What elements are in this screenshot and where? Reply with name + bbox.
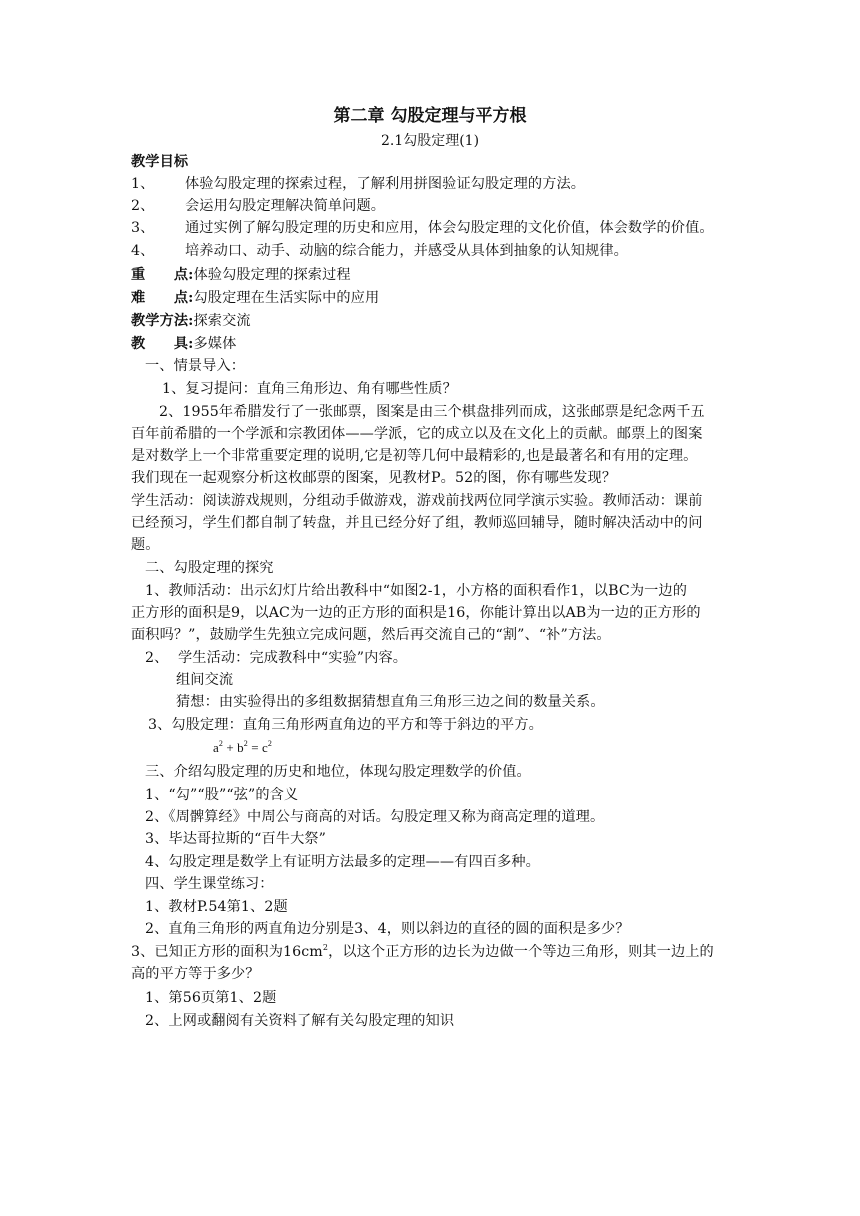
exercise-2: 2、直角三角形的两直角边分别是3、4，则以斜边的直径的圆的面积是多少？ — [145, 921, 630, 937]
method-text: 探索交流 — [193, 313, 251, 329]
pythagorean-formula: $a^2 + b^2 = c^2$ — [213, 739, 272, 755]
section-1-item-2-line-3: 是对数学上一个非常重要定理的说明,它是初等几何中最精彩的,也是最著名和有用的定理。 — [131, 448, 698, 464]
key-point-row — [131, 265, 351, 285]
chapter-title: 第二章 勾股定理与平方根 — [333, 106, 527, 126]
section-2-item-1-line-3: 面积吗？”，鼓励学生先独立完成问题，然后再交流自己的“割”、“补”方法。 — [131, 627, 611, 643]
section-2-item-1-line-2: 正方形的面积是9，以AC为一边的正方形的面积是16，你能计算出以AB为一边的正方形的 — [131, 605, 701, 621]
section-subtitle: 2.1勾股定理(1) — [380, 133, 480, 149]
objective-3-num: 3、 — [131, 220, 155, 236]
tools-label: 教 具: — [131, 336, 194, 352]
section-1-item-1: 1、复习提问：直角三角形边、角有哪些性质？ — [162, 381, 457, 397]
section-3-item-1: 1、“勾”“股”“弦”的含义 — [145, 787, 299, 803]
key-point-text: 体验勾股定理的探索过程 — [193, 267, 351, 283]
section-1-item-2-line-1: 2、1955年希腊发行了一张邮票，图案是由三个棋盘排列而成，这张邮票是纪念两千五 — [159, 404, 705, 420]
tools-row — [131, 334, 236, 354]
activity-line-2: 已经预习，学生们都自制了转盘，并且已经分好了组，教师巡回辅导，随时解决活动中的问 — [131, 515, 703, 531]
homework-1: 1、第56页第1、2题 — [145, 990, 277, 1006]
objective-3-text: 通过实例了解勾股定理的历史和应用，体会勾股定理的文化价值，体会数学的价值。 — [185, 220, 714, 236]
objective-4-num: 4、 — [131, 243, 155, 259]
method-row — [131, 311, 251, 331]
objective-2-text: 会运用勾股定理解决简单问题。 — [185, 198, 386, 214]
exercise-3-line-1: 3、已知正方形的面积为$16cm^2$，以这个正方形的边长为边做一个等边三角形，则其一边上的 — [131, 943, 714, 960]
method-label: 教学方法: — [131, 313, 194, 329]
section-1-item-2-line-2: 百年前希腊的一个学派和宗教团体——学派，它的成立以及在文化上的贡献。邮票上的图案 — [131, 426, 703, 442]
section-2-item-2-num: 2、 — [145, 650, 169, 666]
difficulty-row — [131, 288, 379, 308]
tools-text: 多媒体 — [193, 336, 237, 352]
section-2-item-2-text: 学生活动：完成教科中“实验”内容。 — [178, 650, 408, 666]
section-3-heading: 三、介绍勾股定理的历史和地位，体现勾股定理数学的价值。 — [145, 764, 531, 780]
section-1-heading: 一、情景导入： — [145, 358, 246, 374]
section-3-item-2: 2、《周髀算经》中周公与商高的对话。勾股定理又称为商高定理的道理。 — [145, 809, 605, 825]
section-4-heading: 四、学生课堂练习： — [145, 876, 274, 892]
objectives-heading: 教学目标 — [131, 154, 189, 170]
pythagorean-theorem-statement: 3、勾股定理：直角三角形两直角边的平方和等于斜边的平方。 — [148, 717, 543, 733]
section-1-item-2-line-4: 我们现在一起观察分析这枚邮票的图案，见教材P。52的图，你有哪些发现？ — [131, 470, 617, 486]
exercise-1: 1、教材P.54第1、2题 — [145, 899, 288, 915]
homework-2: 2、上网或翻阅有关资料了解有关勾股定理的知识 — [145, 1013, 455, 1029]
section-3-item-4: 4、勾股定理是数学上有证明方法最多的定理——有四百多种。 — [145, 854, 540, 870]
group-exchange: 组间交流 — [176, 672, 234, 688]
section-2-heading: 二、勾股定理的探究 — [145, 560, 274, 576]
objective-1-text: 体验勾股定理的探索过程，了解利用拼图验证勾股定理的方法。 — [185, 176, 586, 192]
activity-line-3: 题。 — [131, 537, 160, 553]
objective-4-text: 培养动口、动手、动脑的综合能力，并感受从具体到抽象的认知规律。 — [185, 243, 628, 259]
objective-1-num: 1、 — [131, 176, 155, 192]
difficulty-label: 难 点: — [131, 290, 194, 306]
section-2-item-1-line-1: 1、教师活动：出示幻灯片给出教科中“如图2-1，小方格的面积看作1，以BC为一边的 — [145, 583, 687, 599]
objective-2-num: 2、 — [131, 198, 155, 214]
activity-line-1: 学生活动：阅读游戏规则，分组动手做游戏，游戏前找两位同学演示实验。教师活动：课前 — [131, 493, 703, 509]
difficulty-text: 勾股定理在生活实际中的应用 — [193, 290, 380, 306]
conjecture: 猜想：由实验得出的多组数据猜想直角三角形三边之间的数量关系。 — [176, 694, 605, 710]
section-3-item-3: 3、毕达哥拉斯的“百牛大祭” — [145, 831, 326, 847]
key-point-label: 重 点: — [131, 267, 194, 283]
exercise-3-line-2: 高的平方等于多少？ — [131, 966, 260, 982]
